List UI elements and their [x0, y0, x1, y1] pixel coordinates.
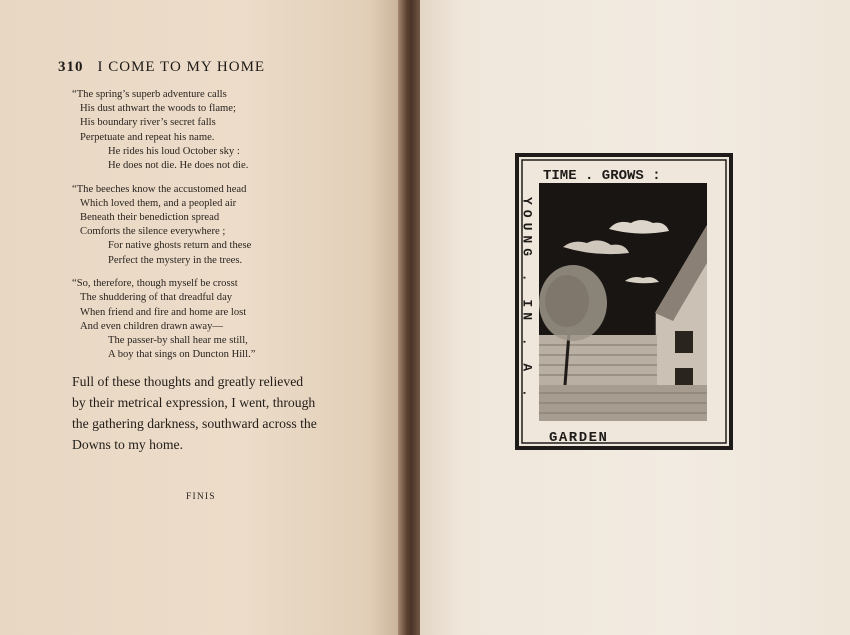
poem-line: Perpetuate and repeat his name. [80, 131, 215, 143]
poem-line: “So, therefore, though myself be crosst [72, 278, 238, 290]
poem-line: A boy that sings on Duncton Hill.” [108, 349, 256, 361]
poem [72, 88, 392, 372]
prose-paragraph [72, 371, 362, 455]
prose-line: by their metrical expression, I went, through [72, 395, 316, 410]
frontispiece-bottom-text: GARDEN [549, 430, 609, 446]
poem-line: His dust athwart the woods to flame; [80, 103, 236, 115]
poem-line: His boundary river’s secret falls [80, 117, 216, 129]
prose-line: Downs to my home. [72, 437, 184, 452]
left-page [0, 0, 400, 635]
poem-line: The shuddering of that dreadful day [80, 292, 233, 304]
page-header [58, 59, 265, 76]
frontispiece-side-text: YOUNG . IN . A . [519, 197, 535, 402]
poem-line: And even children drawn away— [80, 320, 223, 332]
poem-line: Perfect the mystery in the trees. [108, 254, 243, 266]
poem-line: For native ghosts return and these [108, 240, 252, 252]
wall-shape [539, 335, 657, 385]
poem-line: The passer-by shall hear me still, [108, 335, 248, 347]
finis-label: FINIS [186, 492, 216, 502]
poem-stanza [72, 183, 392, 268]
poem-line: “The beeches know the accustomed head [72, 183, 247, 195]
poem-line: When friend and fire and home are lost [80, 306, 247, 318]
poem-stanza [72, 88, 392, 173]
frontispiece-illustration [515, 153, 733, 450]
poem-line: Comforts the silence everywhere ; [80, 226, 226, 238]
poem-line: Beneath their benediction spread [80, 212, 220, 224]
poem-stanza [72, 277, 392, 362]
prose-line: the gathering darkness, southward across the [72, 416, 317, 431]
prose-line: Full of these thoughts and greatly relieved [72, 374, 304, 389]
poem-line: He does not die. He does not die. [108, 160, 249, 172]
poem-line: He rides his loud October sky : [108, 145, 240, 157]
page-number: 310 [58, 59, 84, 75]
poem-line: “The spring’s superb adventure calls [72, 89, 227, 100]
frontispiece-top-text: TIME . GROWS : [543, 168, 661, 184]
poem-line: Which loved them, and a peopled air [80, 197, 237, 209]
book-gutter [398, 0, 422, 635]
running-head: I COME TO MY HOME [97, 59, 266, 75]
